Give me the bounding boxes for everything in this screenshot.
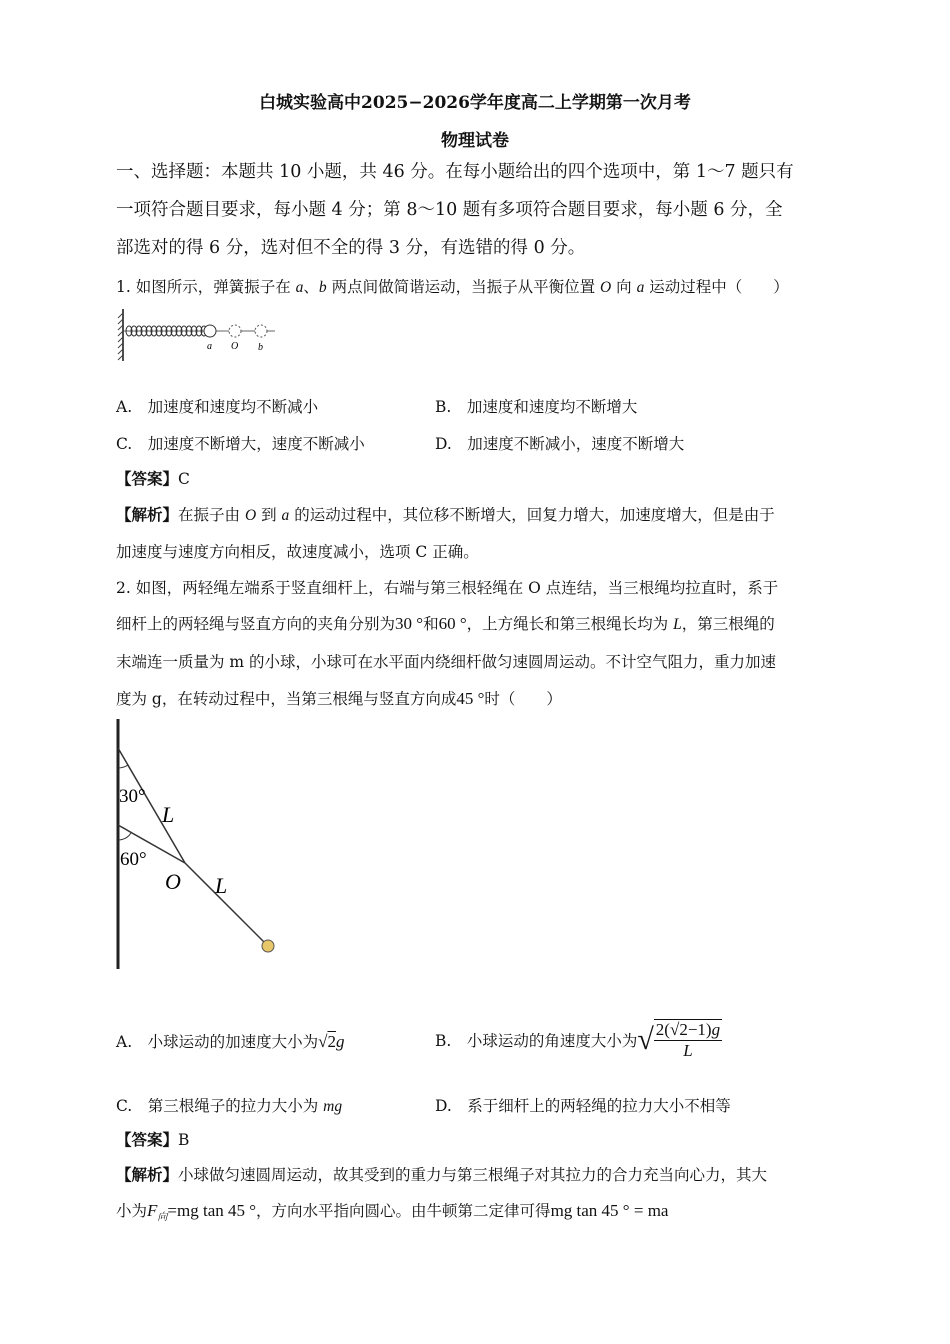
angle-arc-60 bbox=[118, 833, 131, 840]
oscillator-ball-a bbox=[204, 325, 216, 337]
section-instruction-line2: 一项符合题目要求，每小题 4 分；第 8～10 题有多项符合题目要求，每小题 6 分，全 bbox=[116, 200, 783, 220]
q2-stem-line4: 度为 g，在转动过程中，当第三根绳与竖直方向成45 °时（ ） bbox=[116, 689, 562, 708]
q1-analysis-line2: 加速度与速度方向相反，故速度减小，选项 C 正确。 bbox=[116, 543, 479, 561]
q2-option-d: D. 系于细杆上的两轻绳的拉力大小不相等 bbox=[435, 1097, 731, 1115]
section-instruction-line3: 部选对的得 6 分，选对但不全的得 3 分，有选错的得 0 分。 bbox=[116, 238, 586, 258]
ball bbox=[262, 940, 274, 952]
section-instruction-line1: 一、选择题：本题共 10 小题，共 46 分。在每小题给出的四个选项中，第 1～7 题只有 bbox=[116, 162, 794, 182]
wall bbox=[118, 309, 123, 361]
angle-label-30: 30° bbox=[119, 786, 146, 807]
q1-option-b: B. 加速度和速度均不断增大 bbox=[435, 398, 638, 416]
angle-label-60: 60° bbox=[120, 849, 147, 870]
point-label-O: O bbox=[165, 869, 181, 894]
q2-option-b: B. 小球运动的角速度大小为 √ $\frac{2(√2-1)g}{L}$ bbox=[435, 1020, 721, 1060]
label-b: b bbox=[258, 342, 263, 353]
q2-analysis-line2: 小为$F_向=mg$ tan 45 °，方向水平指向圆心。由牛顿第二定律可得mg tan 45 ° = ma bbox=[116, 1201, 669, 1224]
q1-option-c: C. 加速度不断增大，速度不断减小 bbox=[116, 435, 365, 453]
q2-analysis-line1: 【解析】小球做匀速圆周运动，故其受到的重力与第三根绳子对其拉力的合力充当向心力，其大 bbox=[116, 1165, 768, 1184]
spring-oscillator-figure bbox=[115, 305, 285, 365]
q1-answer: 【答案】C bbox=[116, 469, 190, 488]
q1-analysis-line1: 【解析】在振子由 O 到 a 的运动过程中，其位移不断增大，回复力增大，加速度增大，但是由于 bbox=[116, 505, 775, 524]
rope-pendulum-figure bbox=[105, 715, 295, 977]
label-a: a bbox=[207, 341, 212, 352]
q2-stem-line3: 末端连一质量为 m 的小球，小球可在水平面内绕细杆做匀速圆周运动。不计空气阻力，重力加速 bbox=[116, 653, 777, 671]
rope-label-L-third: L bbox=[215, 873, 228, 898]
page-title: 白城实验高中2025−2026学年度高二上学期第一次月考 bbox=[259, 93, 691, 113]
q1-option-d: D. 加速度不断减小，速度不断增大 bbox=[435, 435, 685, 453]
oscillator-ball-b bbox=[255, 325, 267, 337]
rope-label-L-upper: L bbox=[162, 802, 175, 827]
oscillator-ball-O bbox=[229, 325, 241, 337]
q2-option-a: A. 小球运动的加速度大小为√2g bbox=[116, 1032, 345, 1051]
q2-answer: 【答案】B bbox=[116, 1130, 190, 1149]
q2-stem-line2: 细杆上的两轻绳与竖直方向的夹角分别为30 °和60 °，上方绳长和第三根绳长均为 L，第三根绳的 bbox=[116, 614, 775, 633]
label-O: O bbox=[231, 341, 239, 352]
q1-stem: 1. 如图所示，弹簧振子在 a、b 两点间做简谐运动，当振子从平衡位置 O 向 a 运动过程中（ ） bbox=[116, 278, 789, 296]
q1-option-a: A. 加速度和速度均不断减小 bbox=[116, 398, 319, 416]
q2-stem-line1: 2. 如图，两轻绳左端系于竖直细杆上，右端与第三根轻绳在 O 点连结，当三根绳均拉直时，系于 bbox=[116, 579, 779, 597]
subject-title: 物理试卷 bbox=[441, 131, 509, 151]
q2-option-c: C. 第三根绳子的拉力大小为 mg bbox=[116, 1097, 343, 1115]
